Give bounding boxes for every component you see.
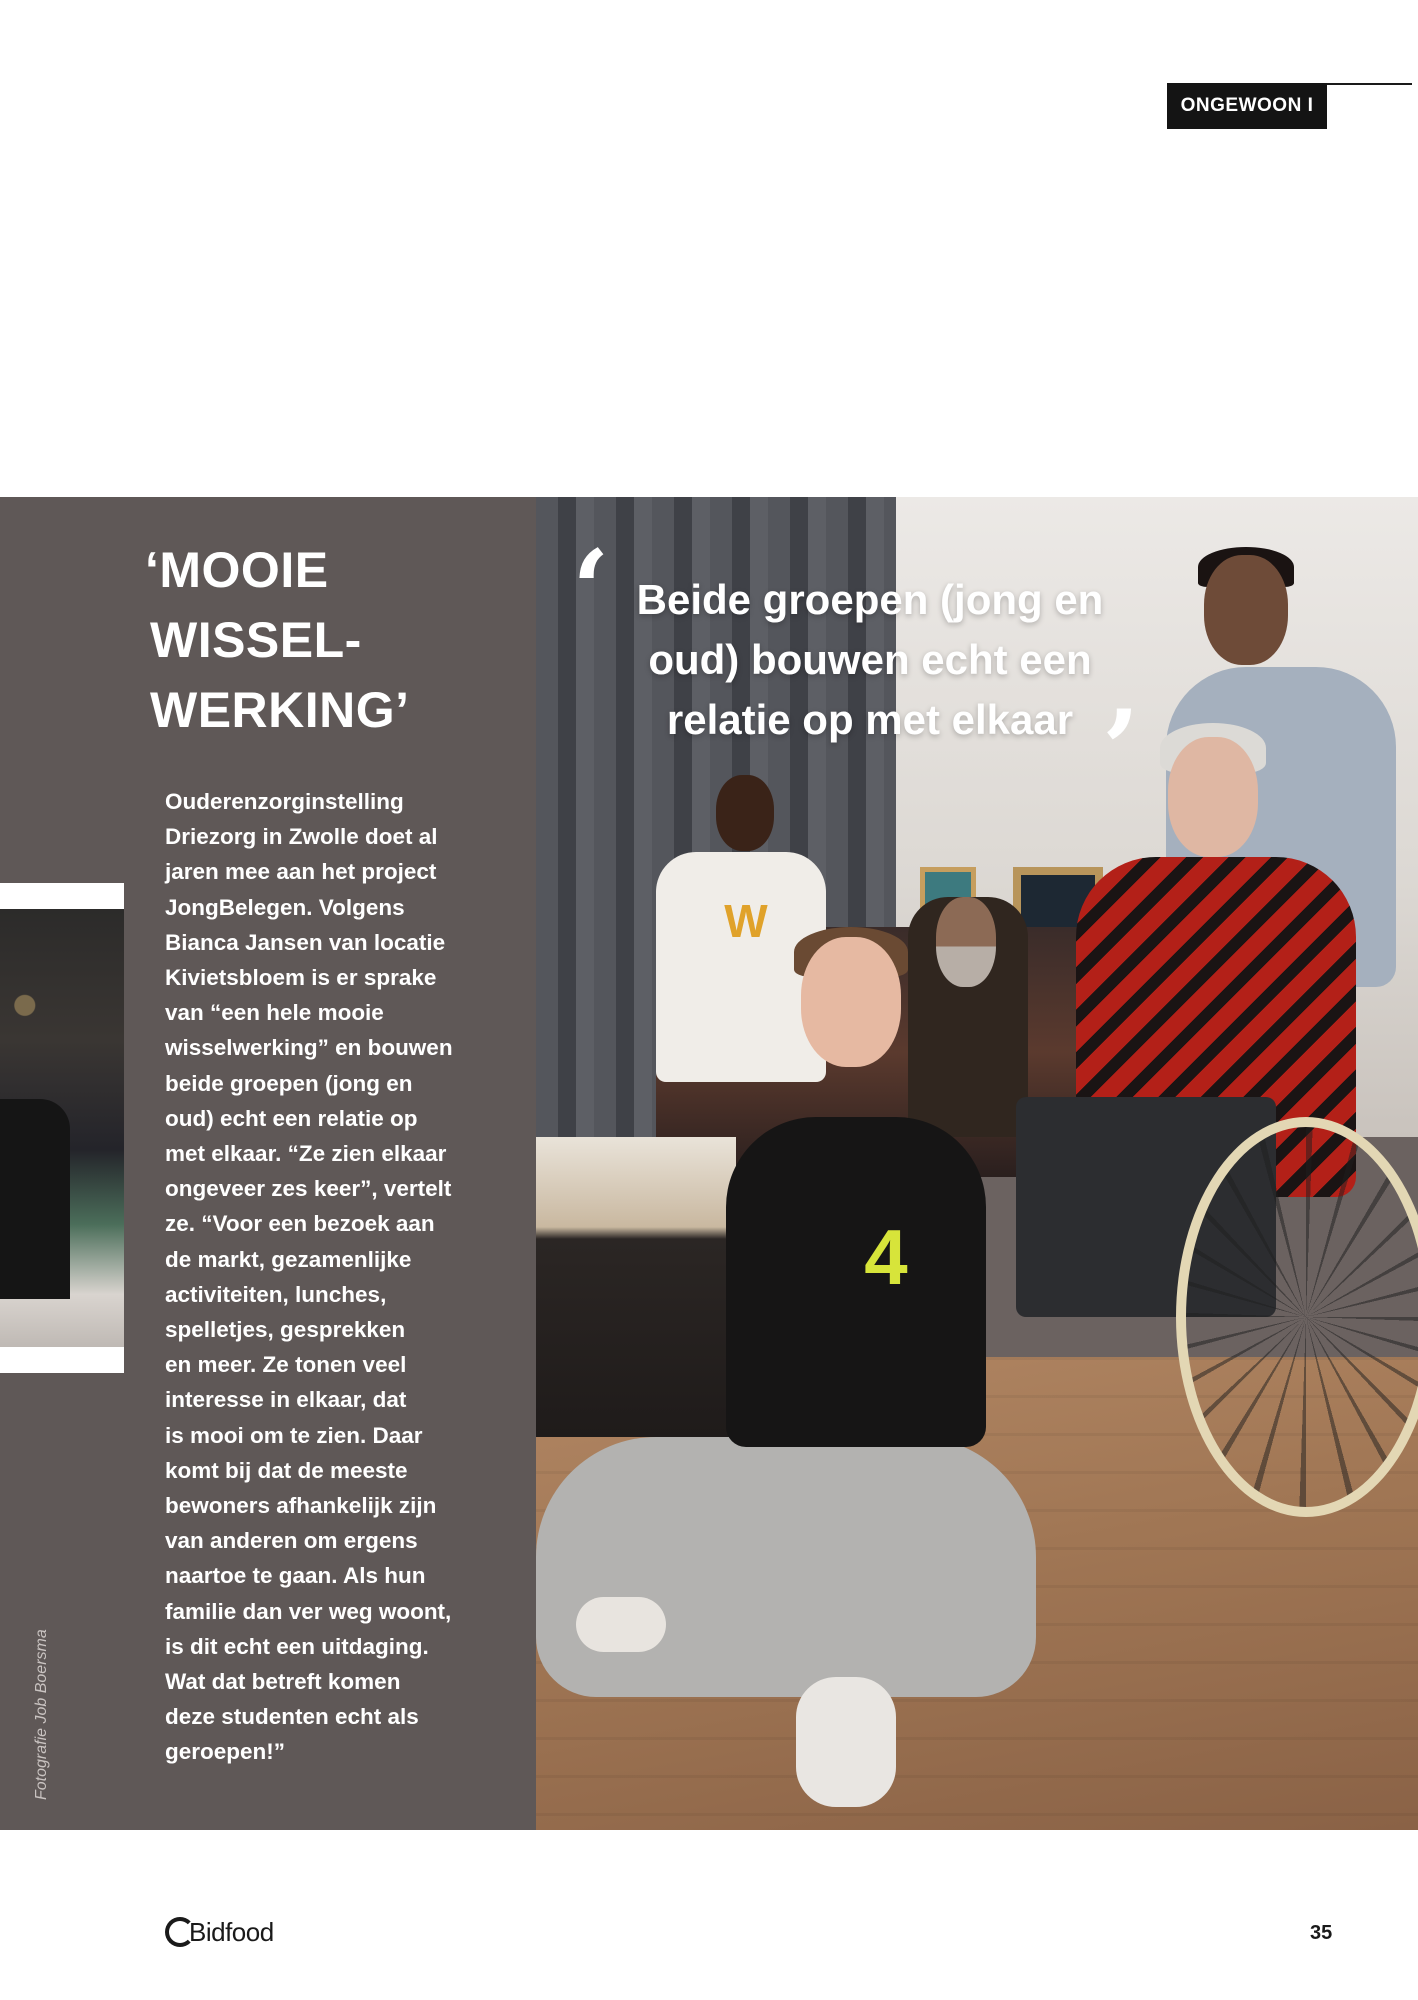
body-line: en meer. Ze tonen veel bbox=[165, 1352, 407, 1378]
body-line: wisselwerking” en bouwen bbox=[165, 1035, 453, 1061]
body-line: Wat dat betreft komen bbox=[165, 1669, 401, 1695]
body-line: JongBelegen. Volgens bbox=[165, 894, 405, 920]
quote-close-mark: ’ bbox=[1102, 687, 1140, 813]
headline-line: WISSEL- bbox=[150, 612, 362, 668]
body-line: ongeveer zes keer”, vertelt bbox=[165, 1176, 452, 1202]
body-line: Kivietsbloem is er sprake bbox=[165, 965, 437, 991]
body-line: deze studenten echt als bbox=[165, 1704, 419, 1730]
quote-line: oud) bouwen echt een bbox=[648, 636, 1092, 683]
page-number: 35 bbox=[1310, 1922, 1333, 1944]
body-line: familie dan ver weg woont, bbox=[165, 1598, 452, 1624]
body-line: beide groepen (jong en bbox=[165, 1070, 413, 1096]
photo-credit: Fotografie Job Boersma bbox=[33, 1629, 50, 1800]
body-line: Ouderenzorginstelling bbox=[165, 789, 404, 814]
article-body bbox=[165, 784, 510, 1770]
body-line: ze. “Voor een bezoek aan bbox=[165, 1211, 435, 1237]
body-line: van “een hele mooie bbox=[165, 1000, 384, 1026]
body-line: interesse in elkaar, dat bbox=[165, 1387, 407, 1413]
body-line: de markt, gezamenlijke bbox=[165, 1246, 412, 1272]
article-headline bbox=[145, 535, 510, 745]
photo-table bbox=[536, 1137, 736, 1437]
quote-line: Beide groepen (jong en bbox=[636, 576, 1104, 623]
body-line: spelletjes, gesprekken bbox=[165, 1317, 406, 1343]
body-line: komt bij dat de meeste bbox=[165, 1457, 408, 1483]
body-line: Bianca Jansen van locatie bbox=[165, 929, 446, 955]
pull-quote bbox=[610, 570, 1130, 750]
quote-open-mark: ‘ bbox=[572, 527, 610, 653]
body-line: met elkaar. “Ze zien elkaar bbox=[165, 1141, 447, 1167]
photo-person-head bbox=[1168, 737, 1258, 857]
body-line: bewoners afhankelijk zijn bbox=[165, 1493, 437, 1519]
photo-shoe bbox=[576, 1597, 666, 1652]
photo-shirt-logo: W bbox=[724, 895, 768, 947]
body-line: van anderen om ergens bbox=[165, 1528, 418, 1554]
photo-shirt-logo: 4 bbox=[864, 1213, 908, 1301]
headline-line: WERKING’ bbox=[150, 682, 410, 738]
photo-person-head bbox=[1204, 555, 1288, 665]
photo-shoe bbox=[796, 1677, 896, 1807]
body-line: oud) echt een relatie op bbox=[165, 1105, 418, 1131]
body-line: is mooi om te zien. Daar bbox=[165, 1422, 423, 1448]
body-line: jaren mee aan het project bbox=[165, 859, 437, 885]
body-line: activiteiten, lunches, bbox=[165, 1281, 387, 1307]
photo-person-head bbox=[936, 897, 996, 987]
photo-person-head bbox=[716, 775, 774, 851]
body-line: Driezorg in Zwolle doet al bbox=[165, 824, 438, 850]
side-photo-image bbox=[0, 909, 124, 1347]
side-photo bbox=[0, 883, 124, 1373]
body-line: is dit echt een uitdaging. bbox=[165, 1633, 429, 1659]
body-line: naartoe te gaan. Als hun bbox=[165, 1563, 426, 1589]
logo-text: Bidfood bbox=[189, 1916, 274, 1947]
bidfood-logo bbox=[165, 1912, 274, 1952]
headline-line: ‘MOOIE bbox=[145, 542, 329, 598]
section-tag: ONGEWOON I bbox=[1167, 83, 1327, 129]
photo-person-legs bbox=[536, 1437, 1036, 1697]
section-rule bbox=[1324, 83, 1412, 85]
body-line: geroepen!” bbox=[165, 1739, 286, 1765]
photo-wheelchair-wheel bbox=[1176, 1117, 1418, 1517]
photo-person-head bbox=[801, 937, 901, 1067]
quote-line: relatie op met elkaar bbox=[666, 696, 1074, 743]
